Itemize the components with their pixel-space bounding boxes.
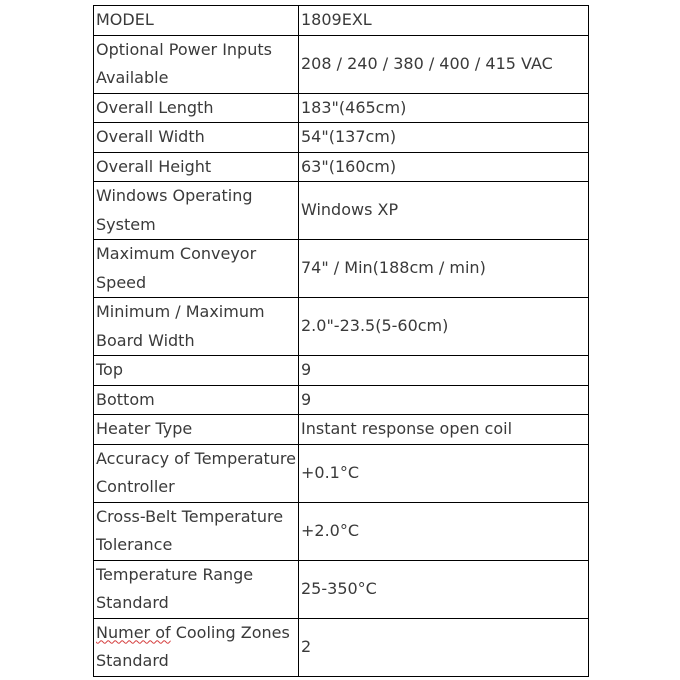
spec-label: MODEL <box>94 6 299 36</box>
table-row <box>94 356 589 386</box>
spec-value: 54"(137cm) <box>299 123 589 153</box>
spec-value: 74" / Min(188cm / min) <box>299 240 589 298</box>
table-row <box>94 560 589 618</box>
spec-label: Optional Power Inputs Available <box>94 35 299 93</box>
table-row <box>94 385 589 415</box>
misspelled-label-part: Numer of <box>96 622 171 642</box>
spec-value: +0.1°C <box>299 444 589 502</box>
spec-label: Overall Length <box>94 93 299 123</box>
label-rest: Cooling Zones Standard <box>96 622 290 670</box>
spec-label <box>94 618 299 676</box>
table-row <box>94 182 589 240</box>
table-row <box>94 35 589 93</box>
table-row <box>94 123 589 153</box>
table-row <box>94 152 589 182</box>
spec-label: Maximum Conveyor Speed <box>94 240 299 298</box>
table-row <box>94 415 589 445</box>
spec-value: 183"(465cm) <box>299 93 589 123</box>
spec-value: 208 / 240 / 380 / 400 / 415 VAC <box>299 35 589 93</box>
spec-value: Instant response open coil <box>299 415 589 445</box>
table-row <box>94 6 589 36</box>
spec-value: 1809EXL <box>299 6 589 36</box>
spec-label: Top <box>94 356 299 386</box>
spec-value: 63"(160cm) <box>299 152 589 182</box>
spec-value: +2.0°C <box>299 502 589 560</box>
table-row <box>94 298 589 356</box>
table-row <box>94 444 589 502</box>
spec-label: Overall Width <box>94 123 299 153</box>
spec-label: Cross-Belt Temperature Tolerance <box>94 502 299 560</box>
spec-value: Windows XP <box>299 182 589 240</box>
spec-label: Minimum / Maximum Board Width <box>94 298 299 356</box>
spec-label: Bottom <box>94 385 299 415</box>
spec-value: 9 <box>299 385 589 415</box>
table-row <box>94 618 589 676</box>
table-row <box>94 93 589 123</box>
spec-label: Accuracy of Temperature Controller <box>94 444 299 502</box>
spec-value: 2 <box>299 618 589 676</box>
spec-value: 2.0"-23.5(5-60cm) <box>299 298 589 356</box>
table-row <box>94 502 589 560</box>
spec-label: Temperature Range Standard <box>94 560 299 618</box>
spec-table <box>93 5 589 677</box>
table-row <box>94 240 589 298</box>
spec-label: Windows Operating System <box>94 182 299 240</box>
spec-value: 9 <box>299 356 589 386</box>
spec-label: Overall Height <box>94 152 299 182</box>
spec-label: Heater Type <box>94 415 299 445</box>
spec-value: 25-350°C <box>299 560 589 618</box>
